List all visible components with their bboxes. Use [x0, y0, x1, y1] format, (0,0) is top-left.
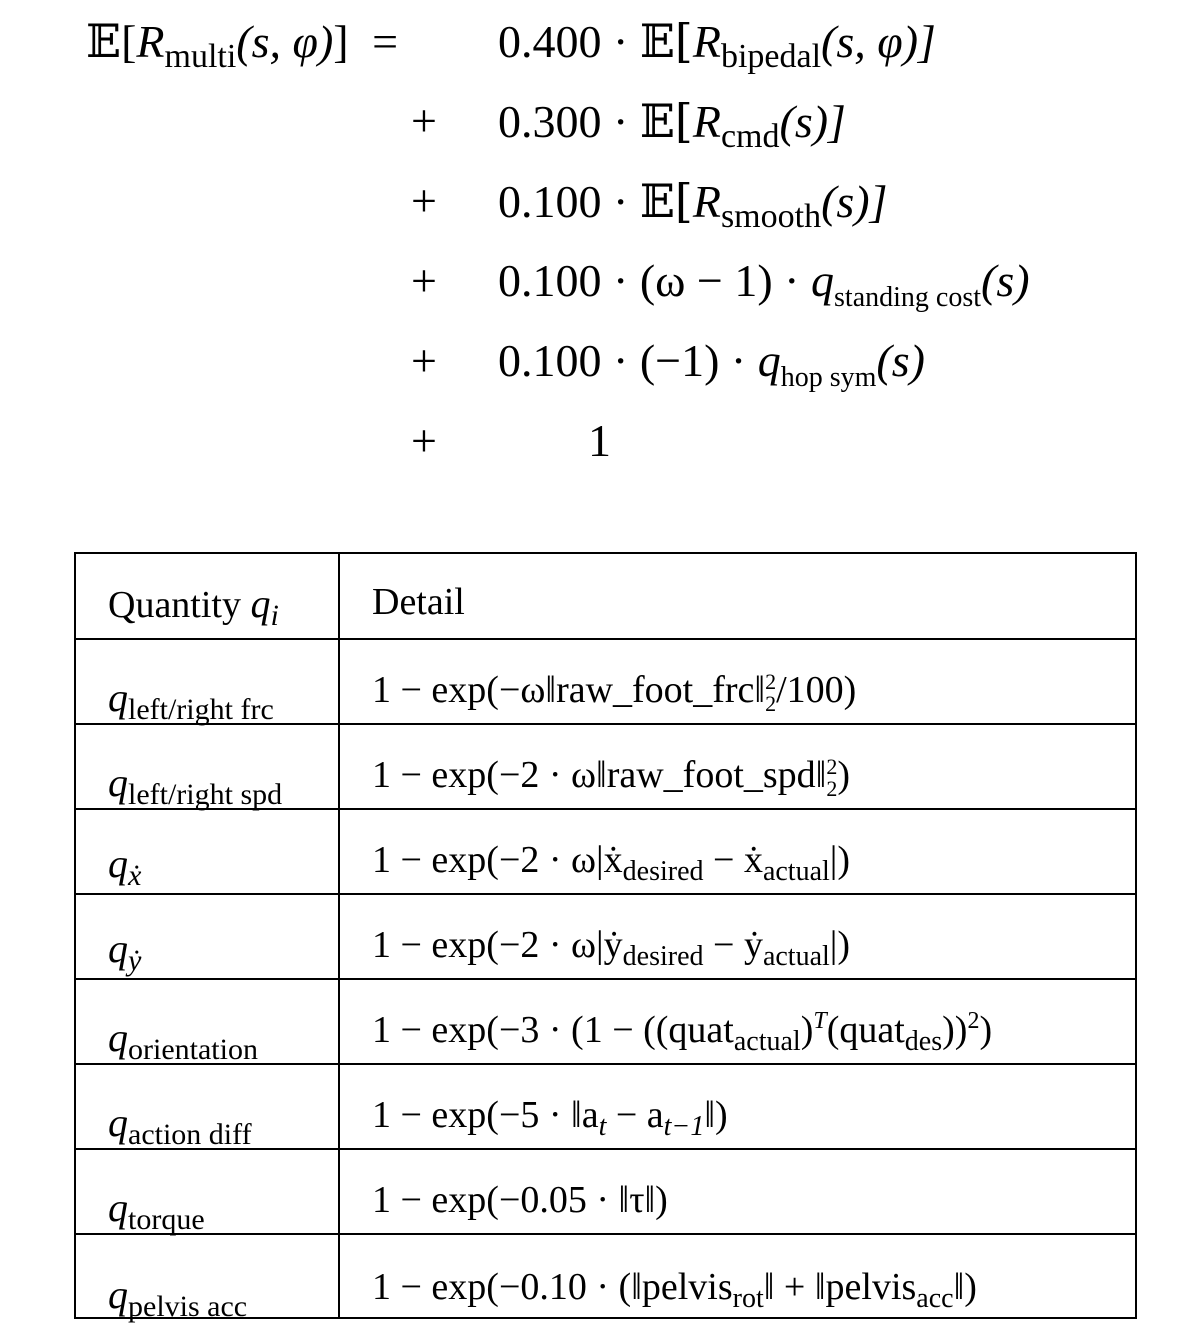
detail-sub: actual — [733, 1026, 801, 1057]
detail-text: 1 − exp(−3 · (1 − ((quat — [372, 1009, 734, 1051]
detail-sup: T — [813, 1008, 827, 1034]
detail-sub: rot — [732, 1283, 764, 1314]
term-subscript: bipedal — [720, 38, 822, 75]
table-row — [76, 638, 1135, 724]
detail-text-end: ) — [979, 1009, 993, 1051]
dot: · — [613, 255, 629, 306]
detail-text-mid: ) — [800, 1009, 814, 1051]
coefficient: 0.300 — [498, 96, 602, 147]
detail-text-mid: − ẏ — [703, 924, 763, 966]
quantity-subscript: ẋ — [128, 859, 142, 892]
coefficient: 0.400 — [498, 16, 602, 67]
dot: · — [613, 335, 629, 386]
term-symbol: q — [811, 255, 835, 306]
detail-text-end: ) — [837, 754, 851, 796]
detail-sub: actual — [762, 941, 830, 972]
table-row — [76, 723, 1135, 809]
equation-lhs: $𝔼[R_{multi}(s$, φ)] = — [86, 14, 399, 75]
table-header-row — [76, 554, 1135, 640]
coefficient: 0.100 — [498, 255, 602, 306]
term-subscript: cmd — [720, 118, 780, 155]
detail-text-mid: )) — [942, 1009, 968, 1051]
detail-text-end: /100) — [776, 669, 857, 711]
detail-sub: acc — [916, 1283, 954, 1314]
detail-sub: desired — [622, 941, 704, 972]
table-row — [76, 808, 1135, 894]
quantity-cell: $q_{left/right frc}$ — [108, 675, 274, 726]
equation-op: + — [411, 255, 437, 306]
quantity-subscript: left/right spd — [128, 778, 283, 811]
detail-sub: des — [904, 1026, 943, 1057]
term-prefix: (−1) · — [639, 335, 758, 386]
coefficient: 0.100 — [498, 335, 602, 386]
term-args: (s) — [981, 255, 1030, 306]
table-row — [76, 893, 1135, 979]
detail-sub: t−1 — [663, 1111, 705, 1142]
equation-term — [498, 326, 925, 396]
term-prefix: 𝔼[ — [639, 14, 693, 68]
detail-text-end: |) — [829, 839, 851, 881]
equation-op: + — [411, 175, 437, 226]
equation-term — [588, 406, 611, 476]
quantity-subscript: torque — [128, 1203, 205, 1236]
term-args: (s)] — [821, 176, 888, 227]
detail-text-end: ‖) — [953, 1266, 977, 1308]
quantity-cell: $q_{action diff}$ — [108, 1100, 252, 1151]
header-quantity-symbol: q — [250, 581, 271, 626]
term-prefix: 𝔼[ — [639, 94, 693, 148]
detail-cell — [372, 1093, 728, 1142]
detail-text-end: |) — [829, 924, 851, 966]
term-prefix: 𝔼[ — [639, 174, 693, 228]
detail-text: 1 − exp(−2 · ω|ẏ — [372, 924, 623, 966]
detail-text: 1 − exp(−2 · ω‖raw_foot_spd‖ — [372, 754, 827, 796]
term-symbol: R — [692, 176, 721, 227]
equation-term — [498, 6, 936, 76]
header-quantity — [108, 580, 279, 632]
dot: · — [613, 176, 629, 227]
quantity-cell: $q_{left/right spd}$ — [108, 760, 283, 811]
quantity-subscript: orientation — [128, 1033, 258, 1066]
reward-args: (s, φ) — [236, 16, 334, 67]
term-subscript: hop sym — [780, 362, 877, 393]
detail-sup: 2 — [967, 1008, 980, 1034]
equation-op: + — [411, 415, 437, 466]
term-symbol: R — [692, 96, 721, 147]
header-quantity-subscript: i — [270, 599, 279, 632]
dot: · — [613, 96, 629, 147]
reward-symbol: R — [136, 16, 165, 67]
quantity-cell: $q_{orientation}$ — [108, 1015, 258, 1066]
equation-term — [498, 86, 846, 156]
term-args: (s)] — [779, 96, 846, 147]
detail-sub: t — [598, 1111, 607, 1142]
detail-sub: 2 — [765, 691, 777, 717]
term-subscript: smooth — [720, 198, 822, 235]
table-row — [76, 1063, 1135, 1149]
detail-sub: 2 — [826, 776, 838, 802]
detail-cell — [372, 753, 850, 800]
quantity-subscript: action diff — [128, 1118, 252, 1151]
detail-text: 1 − exp(−2 · ω|ẋ — [372, 839, 623, 881]
quantity-subscript: ẏ — [128, 944, 142, 977]
detail-text-mid: (quat — [826, 1009, 905, 1051]
detail-sub: desired — [622, 856, 704, 887]
equation-term — [498, 166, 888, 236]
quantity-cell: $q_ẏ$ — [108, 926, 142, 977]
detail-cell — [372, 838, 851, 887]
quantity-cell: $q_{pelvis acc}$ — [108, 1272, 248, 1323]
detail-cell — [372, 1008, 993, 1057]
equation-term — [498, 246, 1030, 316]
detail-sub: actual — [762, 856, 830, 887]
constant-term: 1 — [588, 415, 611, 466]
term-args: (s) — [876, 335, 925, 386]
term-symbol: R — [692, 16, 721, 67]
detail-text: 1 − exp(−0.05 · ‖τ‖) — [372, 1179, 668, 1221]
equation-op: + — [411, 95, 437, 146]
reward-subscript: multi — [164, 38, 237, 75]
detail-text-mid: ‖ + ‖pelvis — [763, 1266, 917, 1308]
equation-op: + — [411, 335, 437, 386]
quantity-table — [74, 552, 1137, 1323]
table-row — [76, 978, 1135, 1064]
quantity-cell: $q_{torque}$ — [108, 1185, 205, 1236]
term-symbol: q — [757, 335, 781, 386]
detail-sup: 2 — [765, 669, 777, 695]
detail-text-mid: − ẋ — [703, 839, 763, 881]
dot: · — [613, 16, 629, 67]
header-detail: Detail — [372, 581, 465, 623]
term-subscript: standing cost — [834, 282, 982, 313]
detail-cell — [372, 1265, 977, 1314]
header-quantity-label: Quantity — [108, 584, 241, 626]
term-args: (s, φ)] — [821, 16, 936, 67]
detail-cell — [372, 668, 856, 715]
quantity-subscript: pelvis acc — [128, 1290, 248, 1323]
quantity-cell: $q_ẋ$ — [108, 841, 142, 892]
table-row — [76, 1233, 1135, 1323]
detail-sup: 2 — [826, 754, 838, 780]
table-row — [76, 1148, 1135, 1234]
quantity-subscript: left/right frc — [128, 693, 274, 726]
expectation-symbol: 𝔼 — [86, 14, 122, 68]
term-prefix: (ω − 1) · — [639, 255, 812, 306]
detail-text: 1 − exp(−5 · ‖a — [372, 1094, 599, 1136]
detail-text-mid: − a — [606, 1094, 664, 1136]
detail-cell — [372, 923, 851, 972]
detail-text: 1 − exp(−ω‖raw_foot_frc‖ — [372, 669, 766, 711]
equation-op — [398, 6, 450, 76]
detail-text-end: ‖) — [704, 1094, 728, 1136]
coefficient: 0.100 — [498, 176, 602, 227]
detail-cell — [372, 1178, 668, 1222]
detail-text: 1 − exp(−0.10 · (‖pelvis — [372, 1266, 733, 1308]
equals-sign: = — [372, 16, 399, 67]
